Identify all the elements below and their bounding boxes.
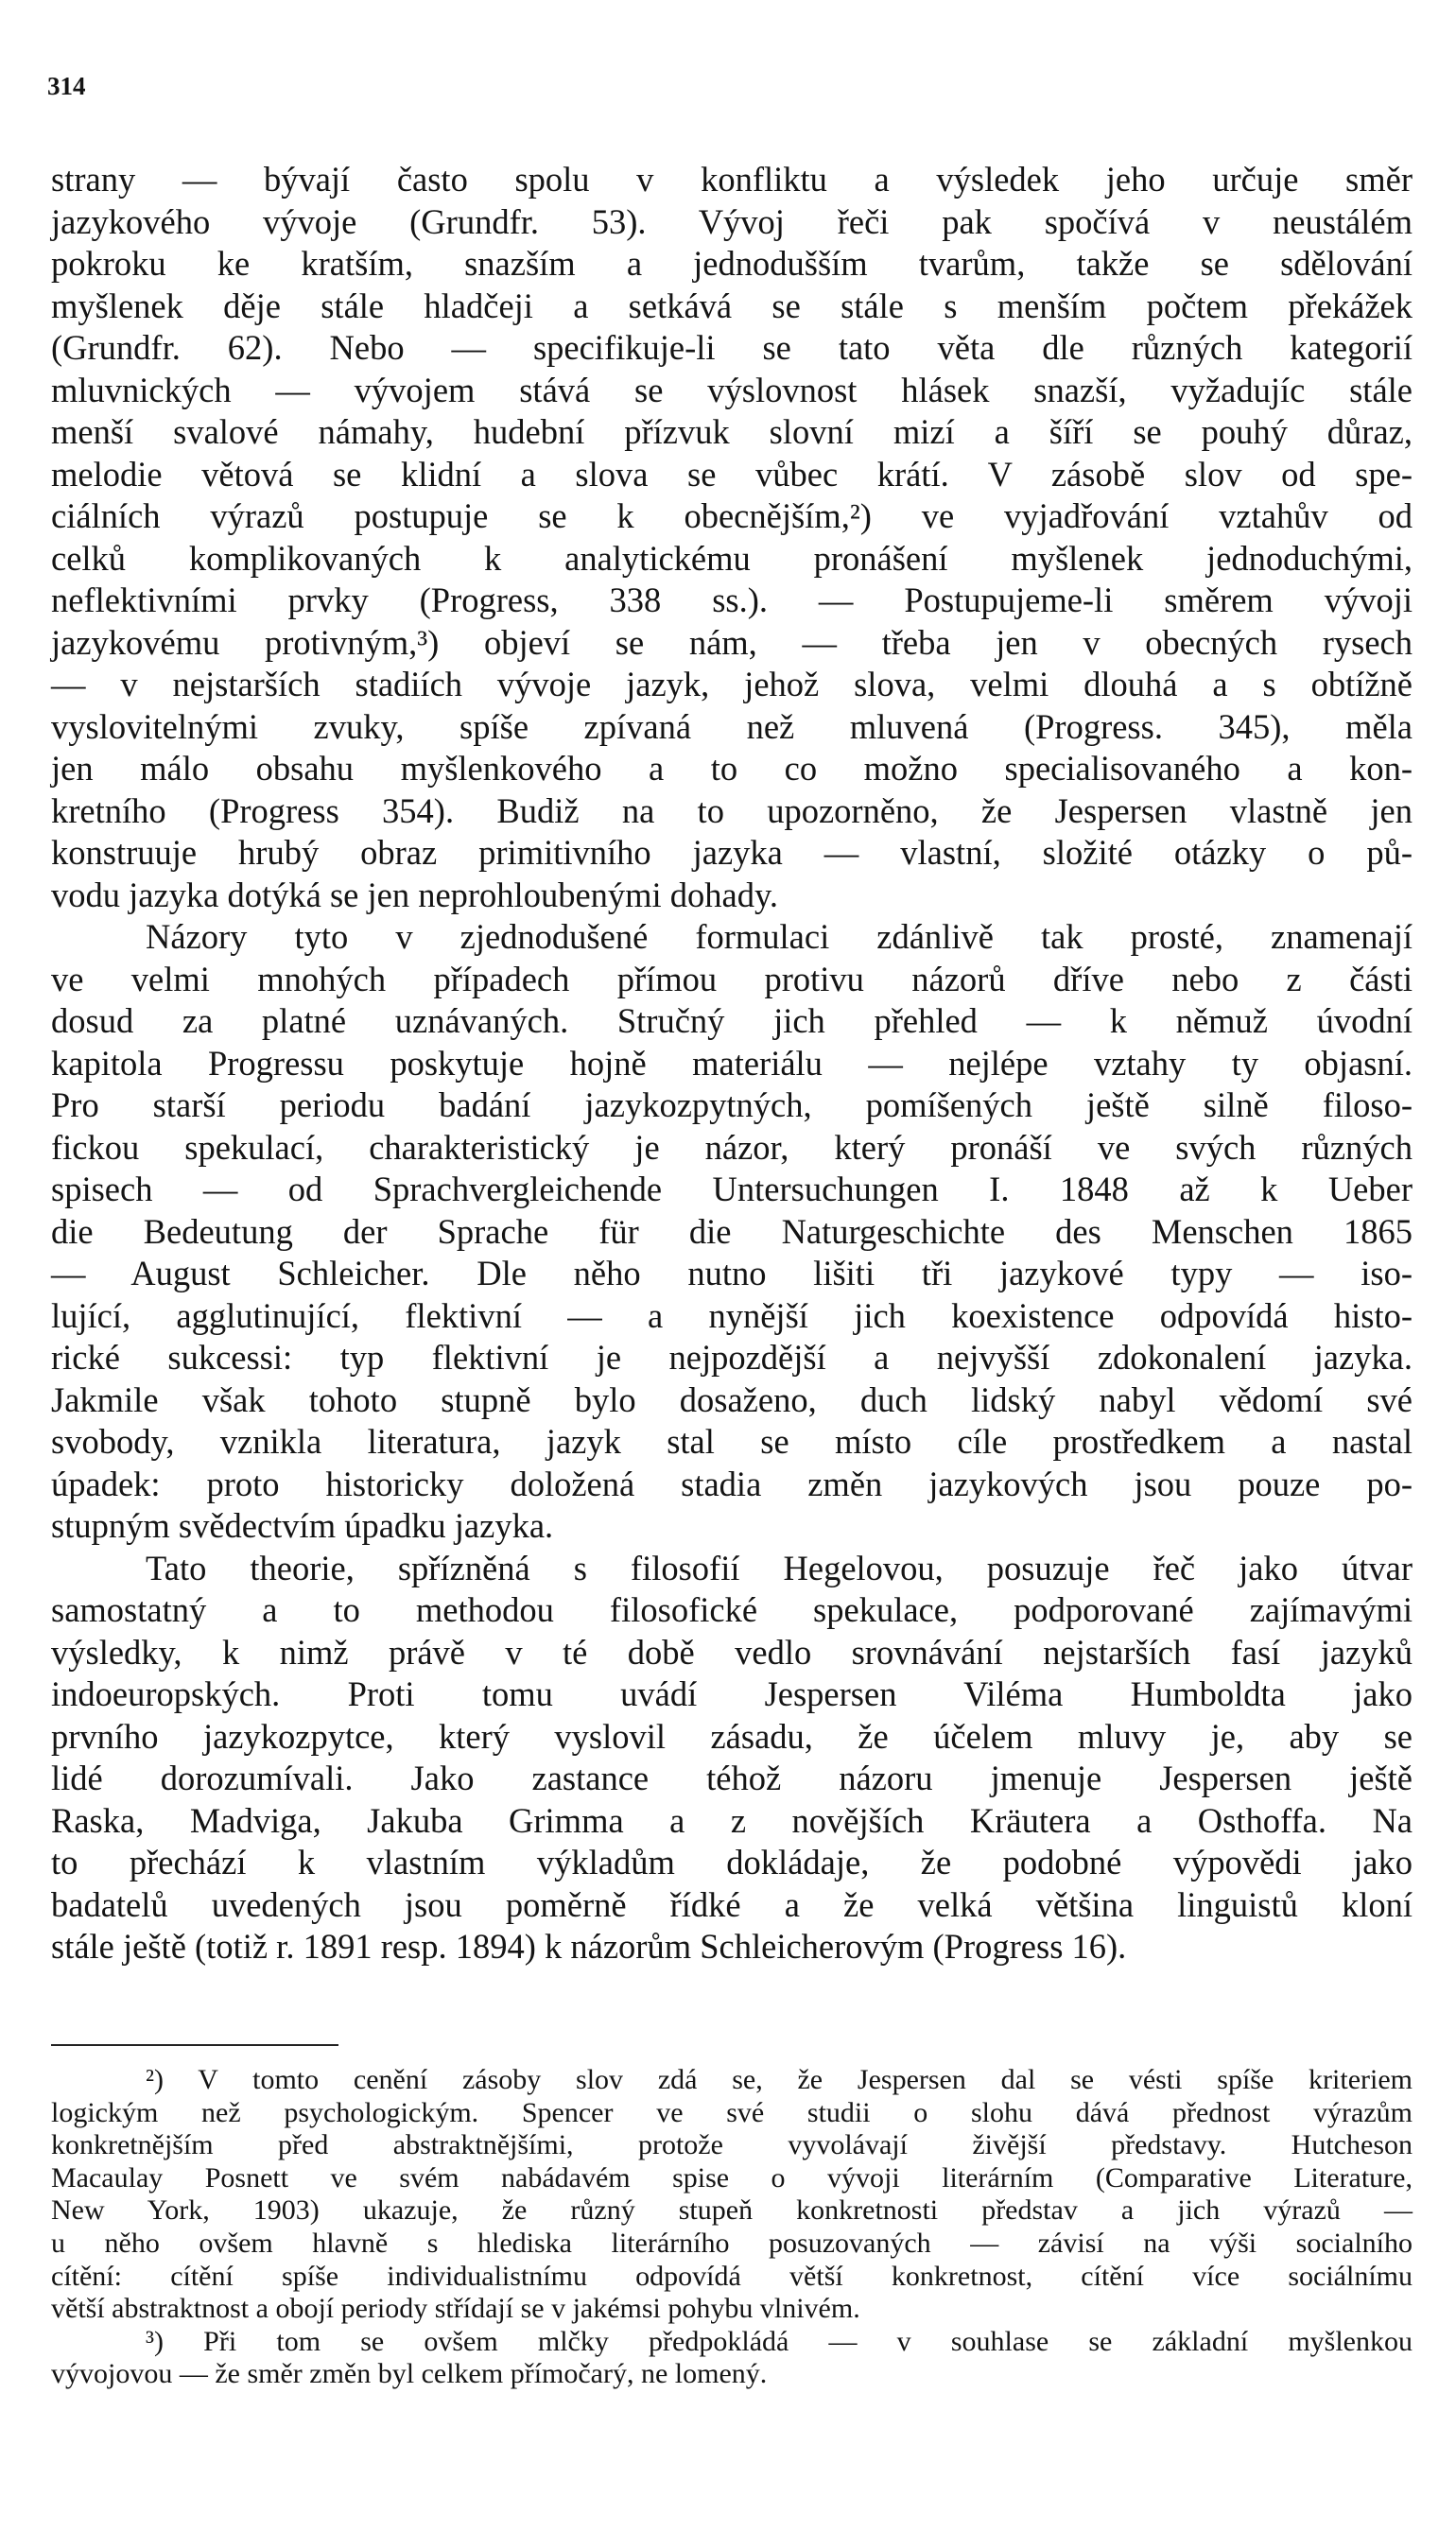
text-line: stále ještě (totiž r. 1891 resp. 1894) k názorům Schleicherovým (Progress 16). — [51, 1927, 1127, 1966]
text-line: vodu jazyka dotýká se jen neprohloubenými dohady. — [51, 875, 779, 914]
text-line: Raska, Madviga, Jakuba Grimma a z novějších Kräutera a Osthoffa. Na — [51, 1800, 1413, 1840]
text-line: svobody, vznikla literatura, jazyk stal se místo cíle prostředkem a nastal — [51, 1422, 1413, 1461]
footnote-line: konkretnějším před abstraktnějšími, protože vyvolávají živější představy. Hutcheson — [51, 2129, 1413, 2161]
text-line: kapitola Progressu poskytuje hojně materiálu — nejlépe vztahy ty objasní. — [51, 1043, 1413, 1083]
footnote-line: New York, 1903) ukazuje, že různý stupeň konkretnosti představ a jich výrazů — — [51, 2194, 1413, 2227]
main-text — [51, 159, 1413, 1968]
text-line: indoeuropských. Proti tomu uvádí Jespersen Viléma Humboldta jako — [51, 1674, 1413, 1713]
text-line: Jakmile však tohoto stupně bylo dosaženo, duch lidský nabyl vědomí své — [51, 1379, 1413, 1419]
text-line: (Grundfr. 62). Nebo — specifikuje-li se tato věta dle různých kategorií — [51, 328, 1413, 367]
footnote-divider — [51, 2044, 338, 2046]
text-line: badatelů uvedených jsou poměrně řídké a že velká většina linguistů kloní — [51, 1884, 1413, 1924]
text-line: vyslovitelnými zvuky, spíše zpívaná než mluvená (Progress. 345), měla — [51, 706, 1413, 746]
text-line: Pro starší periodu badání jazykozpytných, pomíšených ještě silně filoso- — [51, 1085, 1413, 1124]
text-line: celků komplikovaných k analytickému pronášení myšlenek jednoduchými, — [51, 538, 1413, 578]
text-line: samostatný a to methodou filosofické spekulace, podporované zajímavými — [51, 1590, 1413, 1629]
text-line: konstruuje hrubý obraz primitivního jazyka — vlastní, složité otázky o pů- — [51, 833, 1413, 872]
text-line: lidé dorozumívali. Jako zastance téhož názoru jmenuje Jespersen ještě — [51, 1759, 1413, 1797]
text-line: strany — bývají často spolu v konfliktu a výsledek jeho určuje směr — [51, 160, 1413, 199]
footnote-line: ²) V tomto cenění zásoby slov zdá se, že Jespersen dal se vésti spíše kriteriem — [146, 2064, 1413, 2095]
text-line: Tato theorie, spřízněná s filosofií Hegelovou, posuzuje řeč jako útvar — [146, 1548, 1413, 1587]
text-line: ve velmi mnohých případech přímou protivu názorů dříve nebo z části — [51, 959, 1413, 998]
text-line: kretního (Progress 354). Budiž na to upozorněno, že Jespersen vlastně jen — [51, 790, 1413, 830]
text-line: spisech — od Sprachvergleichende Untersuchungen I. 1848 až k Ueber — [51, 1170, 1413, 1208]
page-number: 314 — [47, 72, 86, 100]
text-line: neflektivními prvky (Progress, 338 ss.). — Postupujeme-li směrem vývoji — [51, 581, 1413, 619]
text-line: to přechází k vlastním výkladům dokládaje, že podobné výpovědi jako — [51, 1843, 1413, 1882]
text-line: úpadek: proto historicky doložená stadia změn jazykových jsou pouze po- — [51, 1464, 1413, 1503]
footnote-line: ³) Při tom se ovšem mlčky předpokládá — v souhlase se základní myšlenkou — [146, 2325, 1413, 2357]
footnote-line: vývojovou — že směr změn byl celkem přímočarý, ne lomený. — [51, 2358, 768, 2390]
footnote-line: Macaulay Posnett ve svém nabádavém spise o vývoji literárním (Comparative Literature, — [51, 2161, 1413, 2194]
text-line: fickou spekulací, charakteristický je názor, který pronáší ve svých různých — [51, 1127, 1413, 1167]
text-line: jen málo obsahu myšlenkového a to co možno specialisovaného a kon- — [51, 749, 1413, 788]
text-line: lující, agglutinující, flektivní — a nynější jich koexistence odpovídá histo- — [51, 1295, 1413, 1335]
text-line: die Bedeutung der Sprache für die Naturgeschichte des Menschen 1865 — [51, 1211, 1413, 1251]
footnote-line: cítění: cítění spíše individualistnímu odpovídá větší konkretnost, cítění více sociálnímu — [51, 2260, 1413, 2292]
text-line: mluvnických — vývojem stává se výslovnost hlásek snazší, vyžadujíc stále — [51, 370, 1413, 409]
text-line: stupným svědectvím úpadku jazyka. — [51, 1506, 554, 1545]
text-line: jazykovému protivným,³) objeví se nám, — třeba jen v obecných rysech — [51, 622, 1413, 662]
footnote-line: u něho ovšem hlavně s hlediska literárního posuzovaných — závisí na výši socialního — [51, 2227, 1413, 2259]
text-line: ciálních výrazů postupuje se k obecnějším,²) ve vyjadřování vztahův od — [51, 496, 1413, 535]
text-line: melodie větová se klidní a slova se vůbec krátí. V zásobě slov od spe- — [51, 454, 1413, 494]
text-line: rické sukcessi: typ flektivní je nejpozdější a nejvyšší zdokonalení jazyka. — [51, 1338, 1413, 1377]
text-line: menší svalové námahy, hudební přízvuk slovní mizí a šíří se pouhý důraz, — [51, 412, 1413, 451]
text-line: — August Schleicher. Dle něho nutno lišiti tři jazykové typy — iso- — [51, 1254, 1413, 1292]
text-line: pokroku ke kratším, snazším a jednodušším tvarům, takže se sdělování — [51, 244, 1413, 283]
text-line: — v nejstarších stadiích vývoje jazyk, jehož slova, velmi dlouhá a s obtížně — [51, 665, 1413, 703]
text-line: Názory tyto v zjednodušené formulaci zdánlivě tak prosté, znamenají — [146, 917, 1413, 956]
text-line: prvního jazykozpytce, který vyslovil zásadu, že účelem mluvy je, aby se — [51, 1716, 1413, 1756]
footnotes — [51, 2064, 1413, 2391]
text-line: jazykového vývoje (Grundfr. 53). Vývoj řeči pak spočívá v neustálém — [51, 201, 1413, 241]
text-line: myšlenek děje stále hladčeji a setkává se stále s menším počtem překážek — [51, 286, 1413, 325]
footnote-line: větší abstraktnost a obojí periody střídají se v jakémsi pohybu vlnivém. — [51, 2293, 860, 2325]
text-line: výsledky, k nimž právě v té době vedlo srovnávání nejstarších fasí jazyků — [51, 1632, 1413, 1672]
footnote-line: logickým než psychologickým. Spencer ve své studii o slohu dává přednost výrazům — [51, 2096, 1413, 2128]
text-line: dosud za platné uznávaných. Stručný jich přehled — k němuž úvodní — [51, 1001, 1413, 1040]
